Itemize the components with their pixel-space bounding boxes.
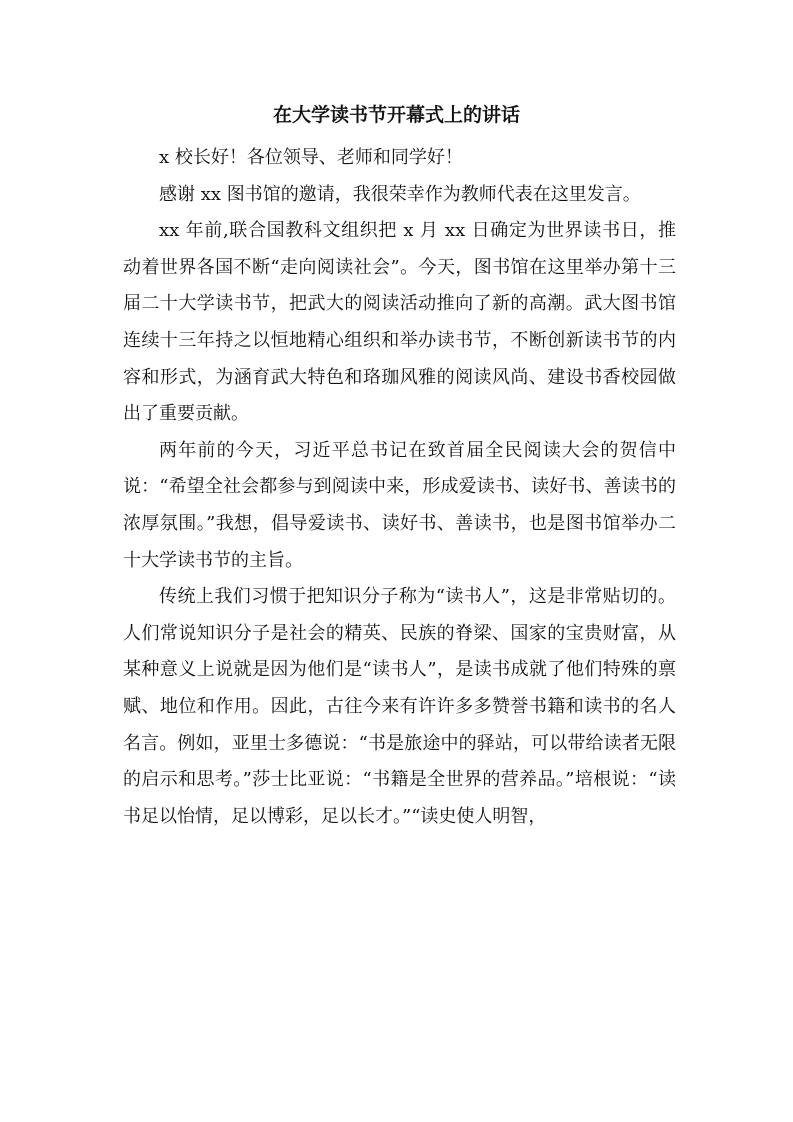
document-body bbox=[123, 140, 676, 835]
paragraph: 传统上我们习惯于把知识分子称为“读书人”，这是非常贴切的。人们常说知识分子是社会的精英、民族的脊梁、国家的宝贵财富，从某种意义上说就是因为他们是“读书人”，是读书成就了他们特殊的禀赋、地位和作用。因此，古往今来有许许多多赞誉书籍和读书的名人名言。例如，亚里士多德说：“书是旅途中的驿站，可以带给读者无限的启示和思考。”莎士比亚说：“书籍是全世界的营养品。”培根说：“读书足以怡情，足以博彩，足以长才。”“读史使人明智， bbox=[123, 586, 676, 827]
paragraph: xx 年前,联合国教科文组织把 x 月 xx 日确定为世界读书日，推动着世界各国不断“走向阅读社会”。今天，图书馆在这里举办第十三届二十大学读书节，把武大的阅读活动推向了新的高潮。武大图书馆连续十三年持之以恒地精心组织和举办读书节，不断创新读书节的内容和形式，为涵育武大特色和珞珈风雅的阅读风尚、建设书香校园做出了重要贡献。 bbox=[123, 220, 676, 425]
paragraph: 两年前的今天，习近平总书记在致首届全民阅读大会的贺信中说：“希望全社会都参与到阅读中来，形成爱读书、读好书、善读书的浓厚氛围。”我想，倡导爱读书、读好书、善读书，也是图书馆举办二十大学读书节的主旨。 bbox=[123, 439, 676, 571]
paragraph: 感谢 xx 图书馆的邀请，我很荣幸作为教师代表在这里发言。 bbox=[159, 183, 641, 205]
greeting-paragraph: x 校长好！各位领导、老师和同学好！ bbox=[159, 147, 463, 168]
document-title: 在大学读书节开幕式上的讲话 bbox=[272, 104, 520, 126]
